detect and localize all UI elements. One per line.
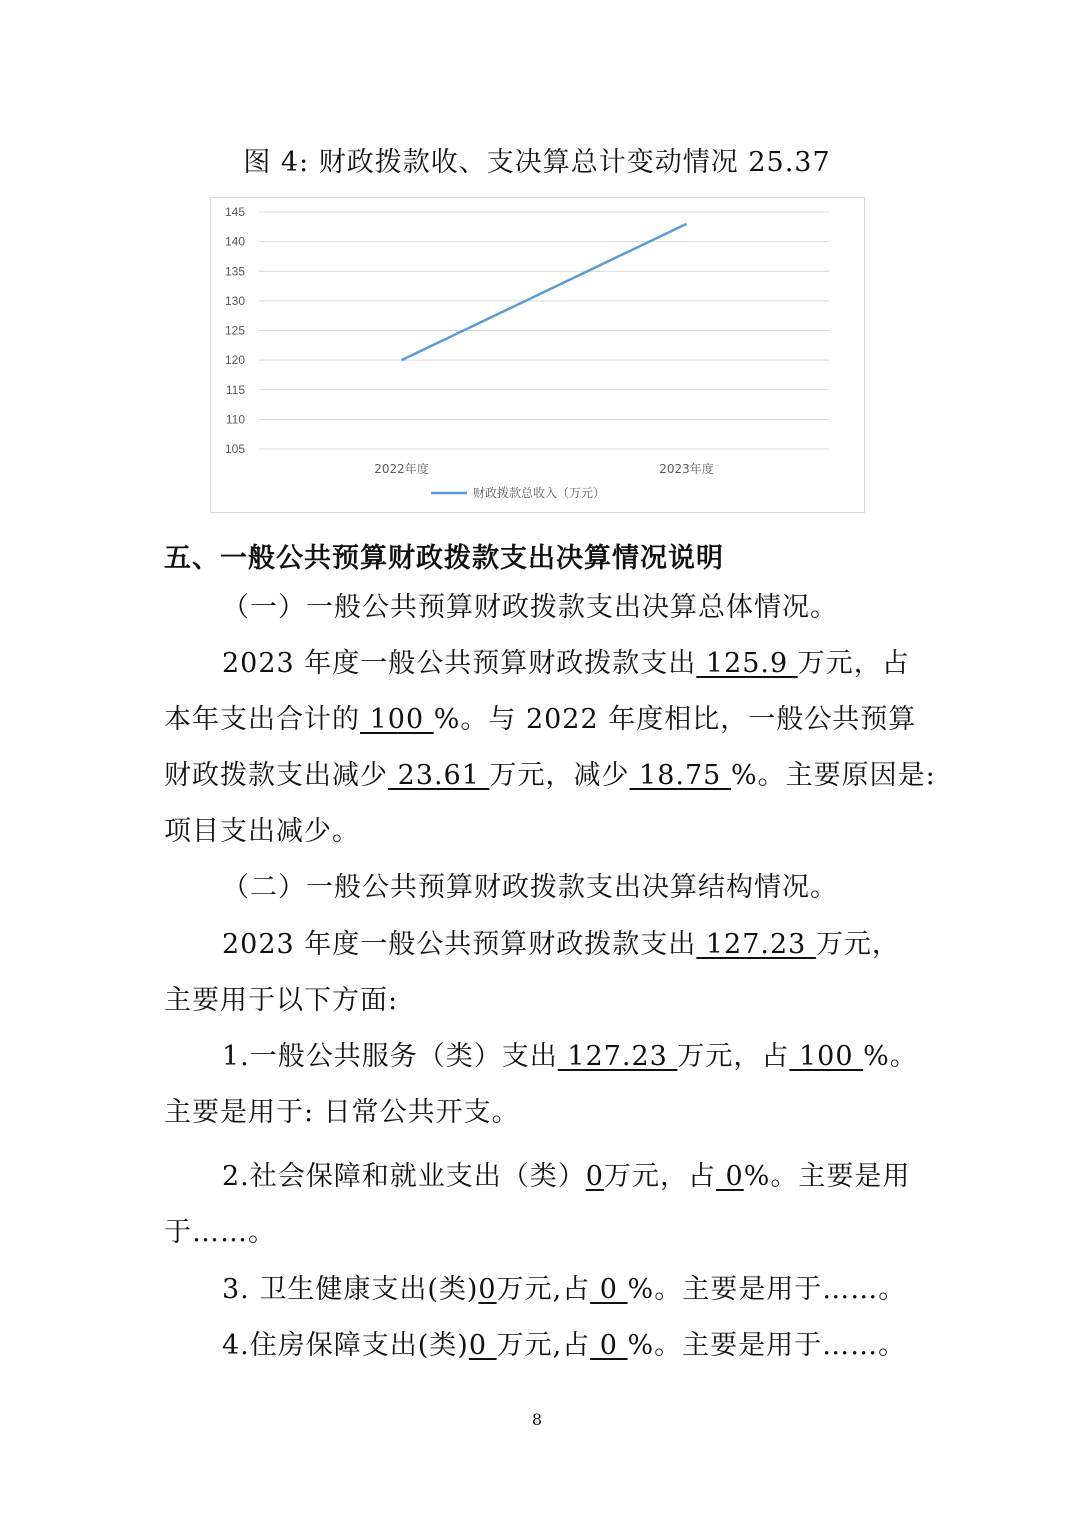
x-tick-label: 2023年度 — [659, 462, 714, 476]
text-segment: %。主要是用于……。 — [627, 1274, 907, 1305]
text-segment: 财政拨款支出减少 — [164, 760, 388, 791]
text-segment: 本年支出合计的 — [164, 704, 360, 735]
value-share: 100 — [360, 704, 434, 735]
text-segment: %。主要是用于……。 — [627, 1330, 907, 1361]
paragraph-line — [222, 641, 972, 680]
list-item — [222, 1034, 972, 1073]
value-item-percent: 0 — [590, 1274, 628, 1305]
text-segment: 万元，占 — [797, 648, 910, 679]
text-segment: %。 — [863, 1041, 918, 1072]
text-segment: 1.一般公共服务（类）支出 — [222, 1041, 558, 1072]
line-chart — [210, 197, 865, 513]
y-tick-label: 125 — [224, 323, 245, 338]
value-decrease-amount: 23.61 — [388, 760, 490, 791]
text-segment: 万元,占 — [496, 1274, 591, 1305]
value-item-percent: 0 — [715, 1161, 744, 1192]
y-tick-label: 105 — [224, 442, 245, 456]
value-item-percent: 100 — [789, 1041, 864, 1072]
page-number: 8 — [531, 1410, 543, 1429]
paragraph-line: 项目支出减少。 — [164, 816, 360, 847]
text-segment: 万元，占 — [603, 1161, 716, 1192]
y-tick-label: 110 — [225, 412, 245, 427]
text-segment: 4.住房保障支出(类) — [222, 1330, 469, 1361]
y-tick-label: 140 — [224, 234, 245, 249]
y-tick-label: 135 — [224, 264, 245, 279]
line-chart-svg — [211, 198, 864, 512]
y-tick-label: 130 — [224, 293, 245, 308]
paragraph-line: 主要是用于: 日常公共开支。 — [164, 1097, 520, 1128]
text-segment: 万元,占 — [496, 1330, 591, 1361]
x-tick-label: 2022年度 — [374, 462, 429, 476]
text-segment: 2023 年度一般公共预算财政拨款支出 — [222, 648, 697, 679]
text-segment: 万元， — [815, 929, 900, 960]
list-item — [222, 1154, 972, 1193]
value-decrease-percent: 18.75 — [629, 760, 731, 791]
list-item — [222, 1267, 972, 1306]
value-item-amount: 0 — [478, 1274, 497, 1305]
text-segment: 万元，减少 — [489, 760, 630, 791]
value-structure-total: 127.23 — [696, 929, 816, 960]
text-segment: 2023 年度一般公共预算财政拨款支出 — [222, 929, 697, 960]
text-segment: 2.社会保障和就业支出（类） — [222, 1161, 586, 1192]
y-tick-label: 120 — [224, 353, 245, 368]
text-segment: %。主要是用 — [743, 1161, 911, 1192]
paragraph-line — [164, 697, 917, 736]
text-segment: %。主要原因是: — [730, 760, 936, 791]
list-item — [222, 1323, 972, 1362]
y-tick-label: 115 — [225, 382, 245, 397]
value-item-amount: 0 — [468, 1330, 497, 1361]
subsection-heading-1: （一）一般公共预算财政拨款支出决算总体情况。 — [222, 592, 838, 623]
section-heading: 五、一般公共预算财政拨款支出决算情况说明 — [164, 543, 724, 574]
subsection-heading-2: （二）一般公共预算财政拨款支出决算结构情况。 — [222, 872, 838, 903]
paragraph-line — [222, 922, 972, 961]
text-segment: %。与 2022 年度相比，一般公共预算 — [433, 704, 917, 735]
y-tick-label: 145 — [224, 205, 245, 219]
value-item-percent: 0 — [590, 1330, 628, 1361]
value-item-amount: 0 — [585, 1161, 604, 1192]
value-total-expense: 125.9 — [696, 648, 798, 679]
figure-caption: 图 4: 财政拨款收、支决算总计变动情况 25.37 — [243, 147, 831, 178]
paragraph-line: 于……。 — [164, 1217, 276, 1248]
paragraph-line — [164, 753, 936, 792]
text-segment: 万元，占 — [677, 1041, 790, 1072]
value-item-amount: 127.23 — [557, 1041, 678, 1072]
paragraph-line: 主要用于以下方面: — [164, 985, 399, 1016]
legend-label: 财政拨款总收入（万元） — [473, 486, 606, 500]
series-line — [402, 224, 687, 360]
text-segment: 3. 卫生健康支出(类) — [222, 1274, 479, 1305]
